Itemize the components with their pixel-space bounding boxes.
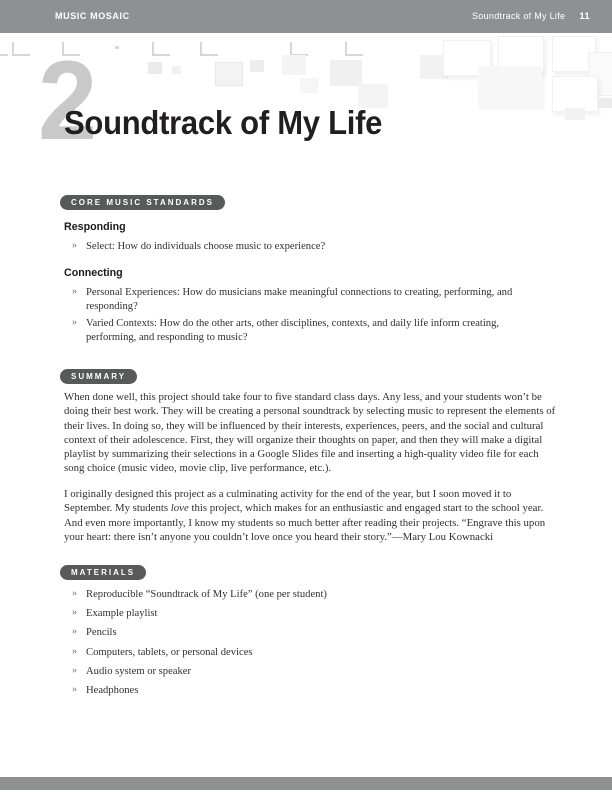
bullet-text: Headphones [86,684,139,696]
bullet-icon: » [72,645,77,657]
bullet-text: Reproducible “Soundtrack of My Life” (one per student) [86,589,327,600]
materials-item [72,626,544,640]
decor-square [215,62,243,86]
decor-square [172,66,181,74]
materials-item [72,684,544,698]
bullet-text: Pencils [86,627,117,639]
bullet-icon: » [72,286,77,297]
header-doc-title: Soundtrack of My Life [472,11,566,21]
chapter-number: 2 [38,38,98,163]
materials-item [72,646,544,660]
decor-square [290,42,308,56]
bullet-icon: » [72,626,77,638]
bullet-icon: » [72,683,77,695]
materials-item [72,588,544,602]
decor-square [152,42,170,56]
summary-paragraph-1: When done well, this project should take four to five standard class days. Any less, and your students won’t be doing their best work. They will be creating a personal soundtrack by selecting music to represent the elements of their lives. In doing so, they will be influenced by their interests, experiences, peers, and the social and cultural context of their adolescence. First, they will organize their thoughts on paper, and then they will make a digital playlist by summarizing their selections in a Google Slides file and inserting a high-quality video file for each song choice (music video, movie clip, live performance, etc.). [64,391,556,475]
decor-square [598,98,612,108]
heading-connecting: Connecting [64,267,123,279]
bullet-text: Example playlist [86,608,158,620]
header-brand: MUSIC MOSAIC [55,11,130,21]
bullet-text: Varied Contexts: How do the other arts, other disciplines, contexts, and daily life inform creating, performing, and responding to music? [86,318,500,343]
header-bar [0,0,612,33]
materials-item [72,607,544,621]
summary-p2-pre: I originally designed this project as a culminating activity for the end of the year, but I soon moved it to September. My students [64,488,512,515]
decor-square [115,46,119,49]
bullet-text: Select: How do individuals choose music to experience? [86,241,326,252]
decor-square [200,42,218,56]
summary-p2-italic: love [170,502,189,515]
decor-square [478,66,542,106]
bullet-text: Audio system or speaker [86,665,192,677]
decor-square [552,76,598,112]
bullet-text: Personal Experiences: How do musicians make meaningful connections to creating, performing, and responding? [86,287,513,312]
bullet-icon: » [72,588,77,599]
standards-pill: CORE MUSIC STANDARDS [60,195,225,210]
decor-square [12,42,30,56]
materials-item [72,665,544,679]
decor-square [345,42,363,56]
header-right [472,11,590,22]
header-page-number: 11 [579,11,590,22]
bullet-icon: » [72,664,77,676]
decor-square [0,42,8,56]
summary-pill: SUMMARY [60,369,137,384]
summary-p2-post: this project, which makes for an enthusiastic and engaged start to the school year. And even more importantly, I know my students so much better after reading their projects. “Engrave this upon your heart: there isn’t anyone you couldn’t love once you heard their story.”—Mary Lou Kownacki [64,502,546,543]
footer-bar [0,777,612,790]
decor-square [250,60,264,72]
materials-pill: MATERIALS [60,565,146,580]
decor-square [330,60,362,86]
summary-paragraph-2 [64,487,558,544]
bullet-icon: » [72,240,77,251]
decor-square [300,78,318,93]
decor-square [148,62,162,74]
materials-list [72,588,544,703]
heading-responding: Responding [64,221,126,233]
standards-bullet [72,286,524,313]
bullet-text: Computers, tablets, or personal devices [86,646,253,658]
bullet-icon: » [72,317,77,328]
standards-bullet [72,317,534,344]
standards-bullet [72,240,544,254]
bullet-icon: » [72,607,77,619]
page-title: Soundtrack of My Life [64,104,383,141]
decor-square [565,108,585,120]
decor-square [282,55,306,75]
